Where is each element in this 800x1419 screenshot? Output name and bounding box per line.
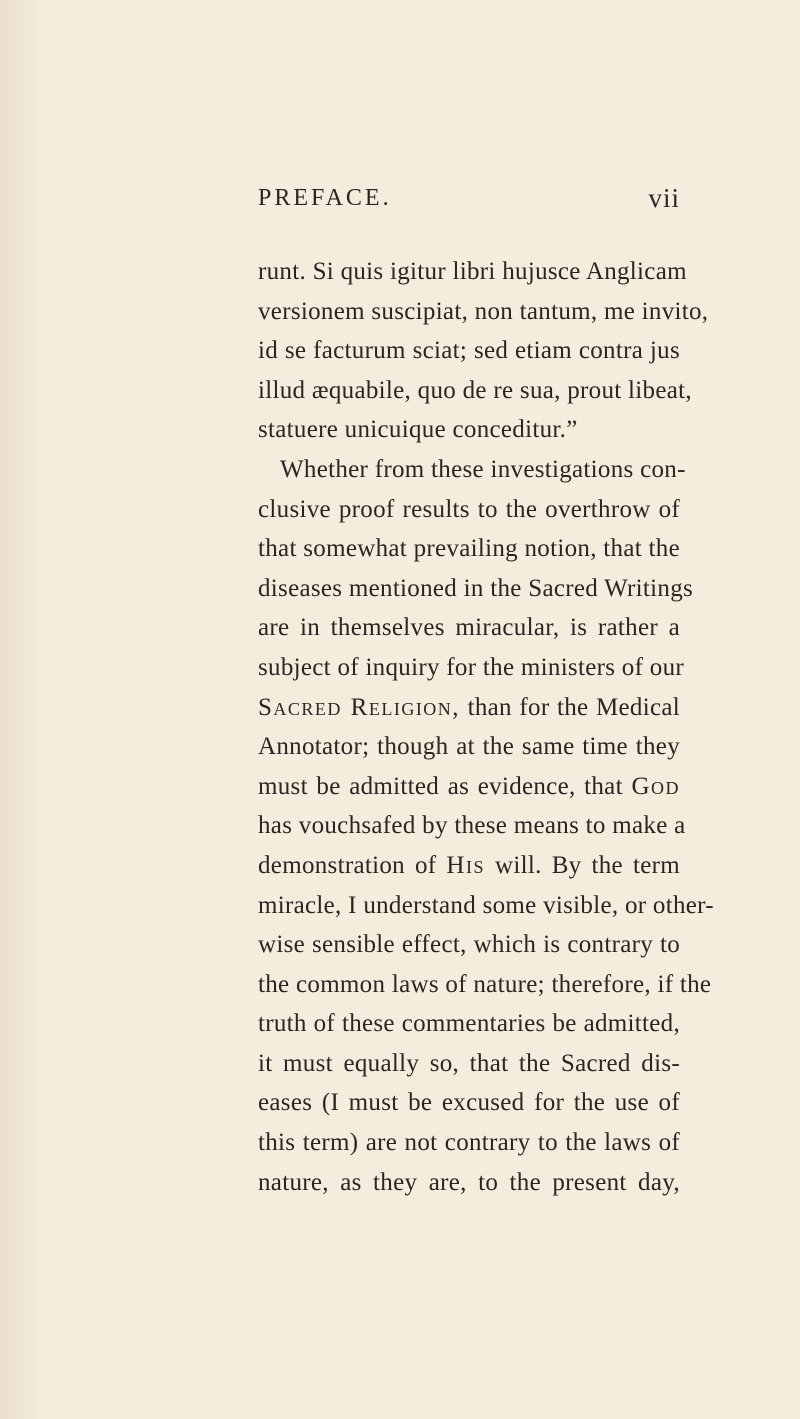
text-line: it must equally so, that the Sacred dis-: [258, 1049, 680, 1077]
text-line: wise sensible effect, which is contrary to: [258, 931, 680, 959]
small-caps-word: His: [446, 851, 485, 879]
body-text: [258, 252, 714, 1202]
text-line-smallcaps: [258, 767, 680, 807]
page-header: [258, 178, 680, 218]
text-line: clusive proof results to the overthrow of: [258, 495, 680, 523]
text-line: the common laws of nature; therefore, if the: [258, 970, 712, 998]
text-line: subject of inquiry for the ministers of our: [258, 653, 685, 681]
text-line: has vouchsafed by these means to make a: [258, 812, 686, 840]
text-line: statuere unicuique conceditur.”: [258, 416, 578, 444]
text-line: versionem suscipiat, non tantum, me invito,: [258, 297, 709, 325]
text-line: id se facturum sciat; sed etiam contra jus: [258, 337, 680, 365]
running-title: PREFACE.: [258, 185, 392, 211]
text-line: this term) are not contrary to the laws of: [258, 1129, 680, 1157]
text-line: Annotator; though at the same time they: [258, 733, 680, 761]
text-line-smallcaps: [258, 846, 680, 886]
text-line: nature, as they are, to the present day,: [258, 1168, 680, 1196]
text-line: that somewhat prevailing notion, that the: [258, 535, 680, 563]
text-line: miracle, I understand some visible, or other-: [258, 891, 714, 919]
line-prefix: must be admitted as evidence, that: [258, 772, 632, 800]
text-line: truth of these commentaries be admitted,: [258, 1010, 680, 1038]
page-number: vii: [648, 183, 680, 213]
text-line: diseases mentioned in the Sacred Writings: [258, 574, 694, 602]
text-line: are in themselves miracular, is rather a: [258, 614, 680, 642]
text-line: runt. Si quis igitur libri hujusce Anglicam: [258, 258, 687, 285]
line-remainder: than for the Medical: [460, 693, 680, 721]
line-prefix: demonstration of: [258, 851, 447, 879]
line-remainder: will. By the term: [484, 851, 680, 879]
small-caps-phrase: Sacred Religion,: [258, 693, 461, 721]
text-line: illud æquabile, quo de re sua, prout libeat,: [258, 376, 692, 404]
small-caps-word: God: [631, 772, 680, 800]
text-line-smallcaps: [258, 688, 680, 728]
text-line: eases (I must be excused for the use of: [258, 1089, 680, 1117]
paragraph-first-line: Whether from these investigations con-: [280, 455, 686, 483]
